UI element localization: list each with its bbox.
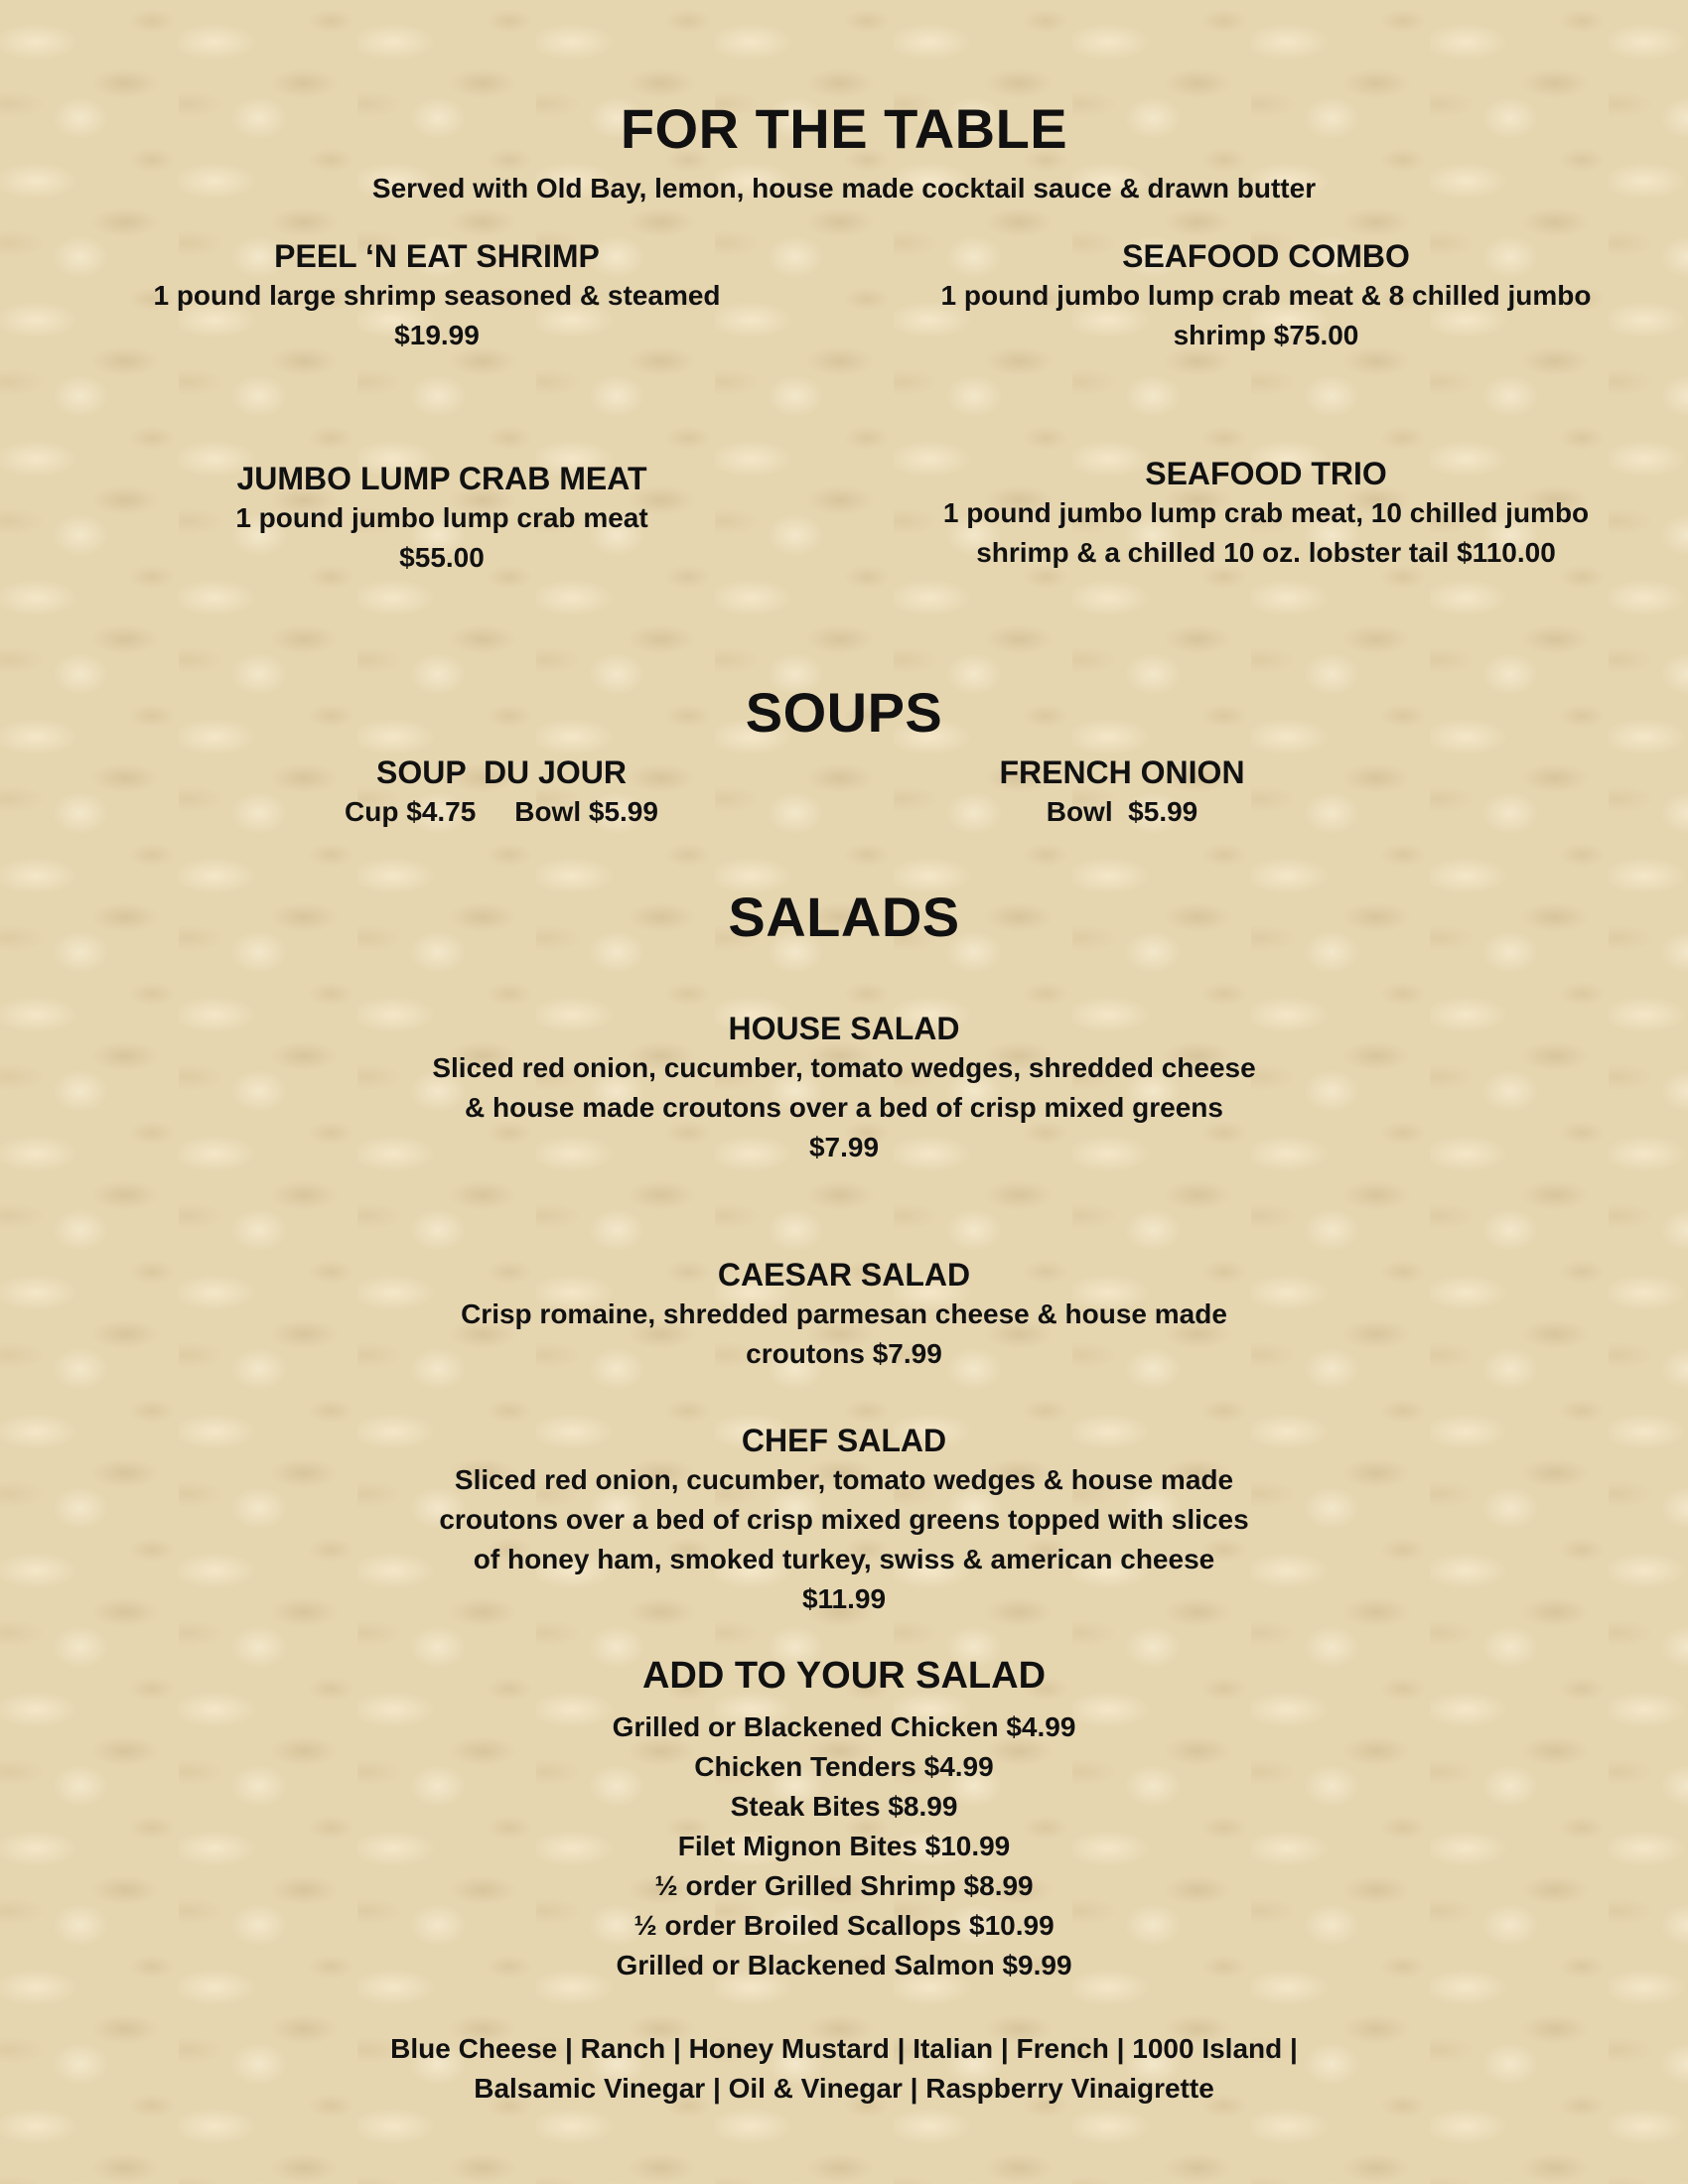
item-description: of honey ham, smoked turkey, swiss & american cheese	[473, 1544, 1215, 1574]
item-price: Bowl $5.99	[1046, 796, 1198, 827]
menu-item-chef-salad	[248, 1421, 1440, 1619]
list-item: Filet Mignon Bites $10.99	[677, 1831, 1011, 1861]
soups-heading: SOUPS	[745, 681, 943, 744]
item-name: SEAFOOD TRIO	[1145, 456, 1387, 491]
menu-item-french-onion	[923, 752, 1321, 832]
item-description: croutons over a bed of crisp mixed greens topped with slices	[439, 1504, 1249, 1535]
dressing-options	[0, 2029, 1688, 2109]
item-name: CAESAR SALAD	[717, 1257, 971, 1293]
item-description: 1 pound jumbo lump crab meat	[235, 502, 648, 533]
menu-item-soup-du-jour	[253, 752, 750, 832]
menu-item-jumbo-lump-crab-meat	[79, 459, 804, 578]
item-description: 1 pound jumbo lump crab meat & 8 chilled jumbo	[940, 280, 1592, 311]
item-description: 1 pound jumbo lump crab meat, 10 chilled jumbo	[942, 497, 1590, 528]
menu-item-seafood-trio	[909, 454, 1623, 573]
item-description: 1 pound large shrimp seasoned & steamed	[153, 280, 721, 311]
item-price: $55.00	[399, 542, 485, 573]
item-price: $19.99	[394, 320, 480, 350]
salads-heading: SALADS	[728, 886, 960, 948]
item-name: JUMBO LUMP CRAB MEAT	[236, 461, 647, 496]
item-name: PEEL ‘N EAT SHRIMP	[274, 238, 600, 274]
item-description-price: croutons $7.99	[746, 1338, 942, 1369]
item-price: $11.99	[801, 1583, 887, 1614]
list-item: Grilled or Blackened Chicken $4.99	[612, 1711, 1076, 1742]
item-description: & house made croutons over a bed of crisp mixed greens	[465, 1092, 1223, 1123]
list-item: Chicken Tenders $4.99	[694, 1751, 994, 1782]
dressing-line: Balsamic Vinegar | Oil & Vinegar | Raspberry Vinaigrette	[474, 2073, 1214, 2104]
item-name: SOUP DU JOUR	[376, 754, 627, 790]
add-to-salad-list	[0, 1707, 1688, 1985]
for-the-table-subheading: Served with Old Bay, lemon, house made cocktail sauce & drawn butter	[371, 173, 1317, 204]
menu-item-peel-n-eat-shrimp	[79, 236, 794, 355]
item-description-price: shrimp $75.00	[1173, 320, 1359, 350]
menu-item-seafood-combo	[909, 236, 1623, 355]
item-description: Crisp romaine, shredded parmesan cheese & house made	[461, 1298, 1227, 1329]
dressing-line: Blue Cheese | Ranch | Honey Mustard | Italian | French | 1000 Island |	[390, 2033, 1298, 2064]
list-item: ½ order Broiled Scallops $10.99	[633, 1910, 1055, 1941]
menu-item-caesar-salad	[248, 1255, 1440, 1374]
menu-item-house-salad	[248, 1009, 1440, 1167]
item-name: SEAFOOD COMBO	[1122, 238, 1410, 274]
list-item: Steak Bites $8.99	[730, 1791, 958, 1822]
add-to-salad-heading: ADD TO YOUR SALAD	[641, 1655, 1047, 1697]
item-name: CHEF SALAD	[741, 1423, 947, 1458]
item-price: $7.99	[808, 1132, 880, 1162]
list-item: Grilled or Blackened Salmon $9.99	[616, 1950, 1072, 1980]
list-item: ½ order Grilled Shrimp $8.99	[654, 1870, 1034, 1901]
item-description: Sliced red onion, cucumber, tomato wedges, shredded cheese	[432, 1052, 1256, 1083]
item-price: Cup $4.75 Bowl $5.99	[345, 796, 658, 827]
item-name: HOUSE SALAD	[728, 1011, 960, 1046]
item-name: FRENCH ONION	[999, 754, 1245, 790]
item-description-price: shrimp & a chilled 10 oz. lobster tail $110.00	[976, 537, 1556, 568]
for-the-table-heading: FOR THE TABLE	[620, 97, 1068, 160]
item-description: Sliced red onion, cucumber, tomato wedges & house made	[454, 1464, 1234, 1495]
